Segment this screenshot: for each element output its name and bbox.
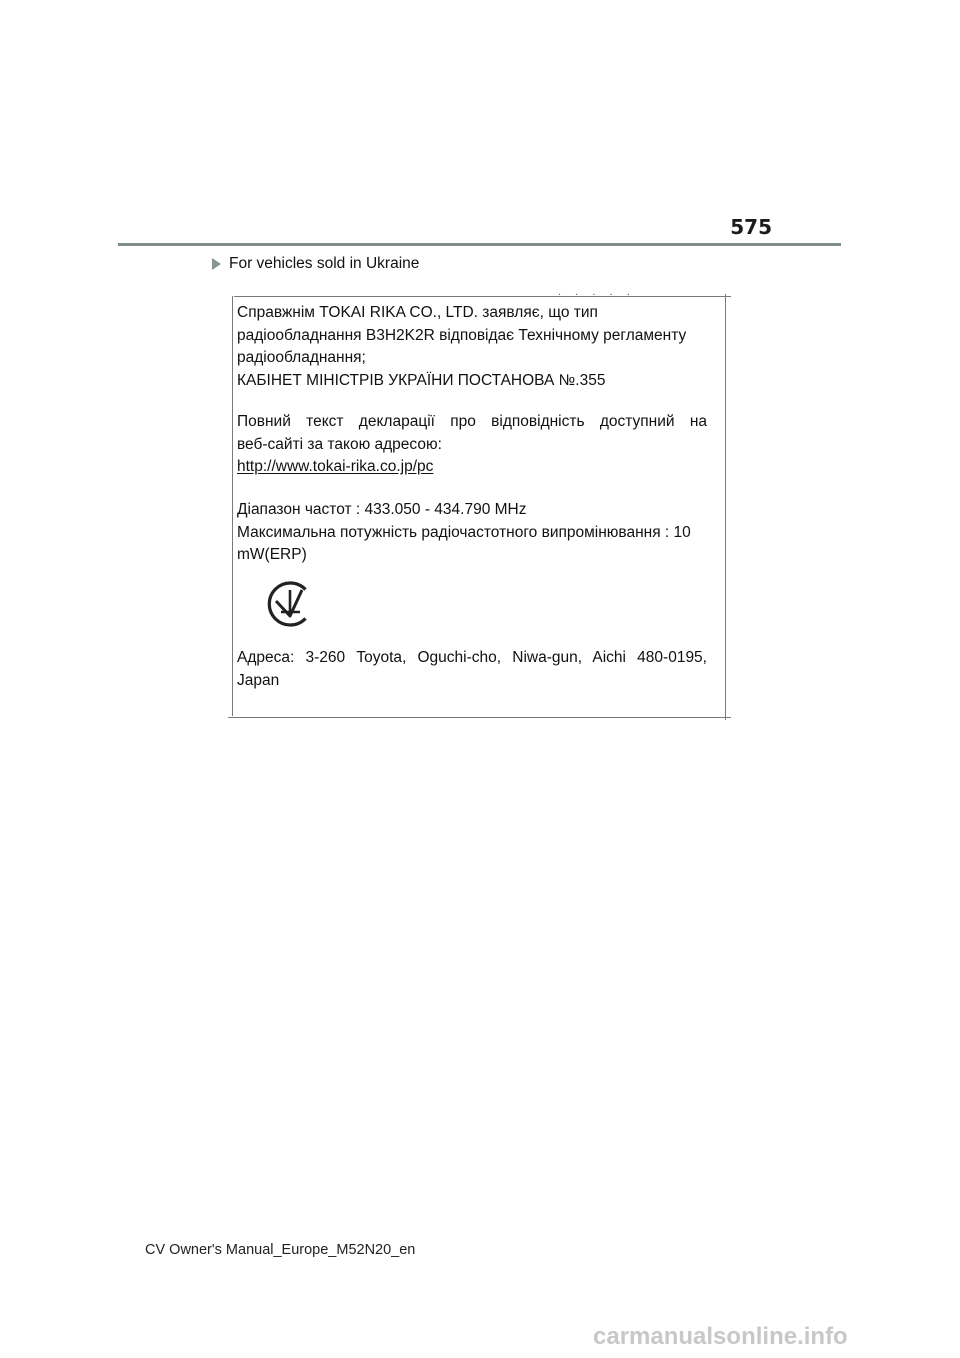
decl-line: Japan [237,671,280,689]
page-number: 575 [730,215,772,239]
decl-line: Повний текст декларації про відповідність доступний на [237,413,707,430]
ukrainian-conformity-mark-icon [261,576,317,632]
box-top-marks: ····· [558,290,644,301]
decl-line: веб-сайті за такою адресою: [237,435,442,453]
declaration-url-link[interactable]: http://www.tokai-rika.co.jp/pc [237,458,434,475]
decl-line: mW(ERP) [237,546,307,563]
box-right-border [725,294,726,720]
declaration-paragraph-4 [237,647,707,692]
triangle-right-icon [212,258,221,270]
decl-line: Діапазон частот : 433.050 - 434.790 MHz [237,501,527,518]
page-footer: CV Owner's Manual_Europe_M52N20_en [145,1242,416,1258]
box-bottom-border [228,717,731,718]
decl-line: радіообладнання; [237,349,366,366]
header-rule [118,243,841,246]
decl-line: Справжнім TOKAI RIKA CO., LTD. заявляє, що тип [237,304,598,321]
section-heading-text: For vehicles sold in Ukraine [229,255,420,272]
decl-line: КАБІНЕТ МІНІСТРІВ УКРАЇНИ ПОСТАНОВА №.355 [237,371,606,389]
declaration-paragraph-3 [237,499,707,567]
box-top-border [234,296,731,297]
watermark: carmanualsonline.info [593,1323,848,1350]
box-left-border [232,296,233,716]
declaration-box [228,290,731,720]
declaration-paragraph-2 [237,411,707,479]
decl-line: радіообладнання B3H2K2R відповідає Технічному регламенту [237,326,687,344]
section-heading [212,254,419,274]
decl-line: Максимальна потужність радіочастотного випромінювання : 10 [237,523,691,541]
declaration-paragraph-1 [237,302,707,392]
decl-line: Адреса: 3-260 Toyota, Oguchi-cho, Niwa-gun, Aichi 480-0195, [237,649,707,666]
